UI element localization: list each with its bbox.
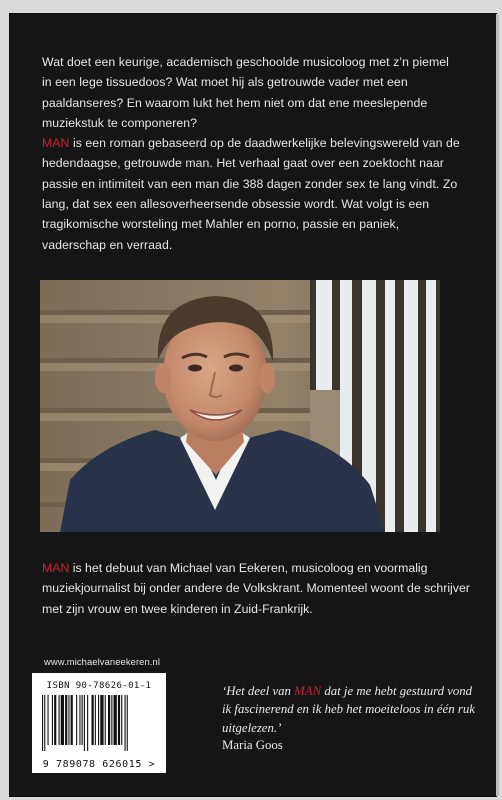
- author-bio-text: [42, 558, 482, 619]
- author-bio: [42, 558, 482, 619]
- blurb-body: [42, 133, 462, 255]
- quote-part-after: dat je me hebt gestuurd vond ik fascinerend en ik heb het moeiteloos in één ruk uitgelezen.’: [222, 684, 475, 735]
- quote-author: Maria Goos: [222, 738, 283, 752]
- title-word-highlight: MAN: [42, 136, 70, 151]
- isbn-label: ISBN 90-78626-01-1: [46, 681, 152, 691]
- back-cover: [10, 14, 496, 796]
- review-quote: [222, 682, 482, 737]
- barcode-bars: [40, 695, 158, 751]
- blurb: [42, 52, 462, 255]
- author-bio-body: is het debuut van Michael van Eekeren, musicoloog en voormalig muziekjournalist bij onder andere de Volkskrant. Momenteel woont de schrijver met zijn vrouw en twee kinderen in Zuid-Frankrijk.: [42, 561, 470, 616]
- title-word-highlight: MAN: [294, 684, 322, 698]
- ean-number: 9 789078 626015 >: [42, 759, 156, 770]
- review-quote-text: [222, 682, 482, 737]
- blurb-body-text: is een roman gebaseerd op de daadwerkelijke belevingswereld van de hedendaagse, getrouwde man. Het verhaal gaat over een zoektocht naar passie en intimiteit van een man die 388 dagen zonder sex te lang vindt. Zo lang, dat sex een allesoverheersende obsessie wordt. Wat volgt is een tragikomische worsteling met Mahler en porno, passie en paniek, vaderschap en verraad.: [42, 136, 460, 252]
- title-word-highlight: MAN: [42, 561, 70, 575]
- isbn-barcode: [32, 673, 166, 773]
- author-photo: [40, 280, 440, 532]
- website-url[interactable]: www.michaelvaneekeren.nl: [44, 656, 160, 667]
- quote-part-before: ‘Het deel van: [222, 684, 295, 698]
- blurb-intro: Wat doet een keurige, academisch geschoolde musicoloog met z’n piemel in een lege tissuedoos? Wat moet hij als getrouwde vader met een paaldanseres? En waarom lukt het hem niet om dat ene meeslepende muziekstuk te componeren?: [42, 55, 449, 130]
